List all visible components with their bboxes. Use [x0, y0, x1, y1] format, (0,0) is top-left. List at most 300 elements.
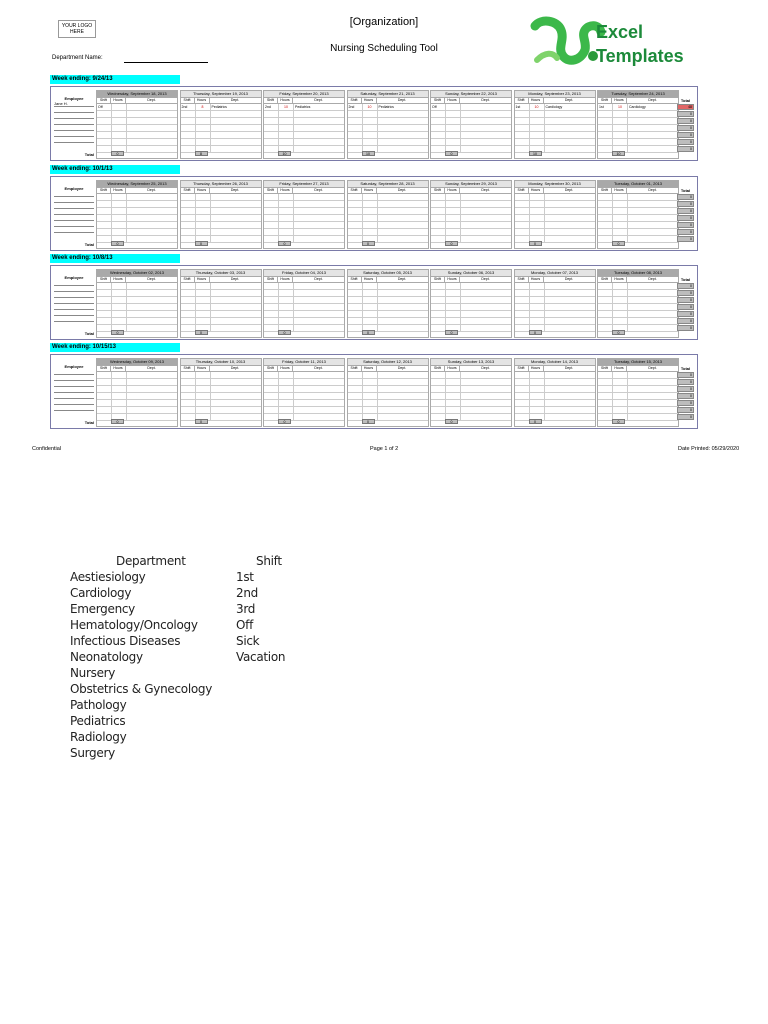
hours-cell[interactable]: [196, 215, 211, 221]
hours-cell[interactable]: 10: [363, 104, 378, 110]
dept-cell[interactable]: [127, 236, 177, 242]
hours-cell[interactable]: [279, 111, 294, 117]
shift-cell[interactable]: [515, 146, 530, 152]
shift-cell[interactable]: [598, 215, 613, 221]
hours-cell[interactable]: [112, 118, 127, 124]
hours-cell[interactable]: [112, 318, 127, 324]
hours-cell[interactable]: [613, 194, 628, 200]
shift-cell[interactable]: [431, 290, 446, 296]
shift-cell[interactable]: [264, 407, 279, 413]
dept-cell[interactable]: [127, 400, 177, 406]
shift-cell[interactable]: [264, 297, 279, 303]
hours-cell[interactable]: [530, 194, 545, 200]
hours-cell[interactable]: [530, 290, 545, 296]
hours-cell[interactable]: [279, 393, 294, 399]
shift-cell[interactable]: [515, 400, 530, 406]
shift-cell[interactable]: [431, 393, 446, 399]
dept-cell[interactable]: [378, 139, 428, 145]
shift-cell[interactable]: [431, 400, 446, 406]
hours-cell[interactable]: [279, 229, 294, 235]
hours-cell[interactable]: [279, 318, 294, 324]
hours-cell[interactable]: [363, 297, 378, 303]
shift-cell[interactable]: [348, 229, 363, 235]
hours-cell[interactable]: [196, 229, 211, 235]
dept-cell[interactable]: [294, 215, 344, 221]
hours-cell[interactable]: [112, 125, 127, 131]
shift-cell[interactable]: [97, 222, 112, 228]
hours-cell[interactable]: [363, 379, 378, 385]
dept-cell[interactable]: [628, 311, 678, 317]
dept-cell[interactable]: [211, 297, 261, 303]
dept-cell[interactable]: [294, 318, 344, 324]
dept-cell[interactable]: Pediatrics: [295, 105, 311, 109]
dept-cell[interactable]: [294, 372, 344, 378]
shift-cell[interactable]: [431, 304, 446, 310]
dept-cell[interactable]: [628, 393, 678, 399]
dept-cell[interactable]: [461, 297, 511, 303]
dept-cell[interactable]: [127, 132, 177, 138]
dept-cell[interactable]: [378, 290, 428, 296]
hours-cell[interactable]: [363, 304, 378, 310]
shift-cell[interactable]: [598, 283, 613, 289]
dept-cell[interactable]: [545, 407, 595, 413]
hours-cell[interactable]: [613, 215, 628, 221]
dept-cell[interactable]: [628, 297, 678, 303]
dept-cell[interactable]: [211, 393, 261, 399]
shift-cell[interactable]: [598, 311, 613, 317]
shift-cell[interactable]: [264, 318, 279, 324]
hours-cell[interactable]: [279, 379, 294, 385]
shift-cell[interactable]: [598, 325, 613, 331]
shift-cell[interactable]: [598, 132, 613, 138]
dept-cell[interactable]: [211, 208, 261, 214]
dept-cell[interactable]: [378, 125, 428, 131]
dept-cell[interactable]: [378, 118, 428, 124]
dept-cell[interactable]: [294, 290, 344, 296]
shift-cell[interactable]: [181, 311, 196, 317]
hours-cell[interactable]: [613, 400, 628, 406]
hours-cell[interactable]: [613, 283, 628, 289]
shift-cell[interactable]: [348, 118, 363, 124]
hours-cell[interactable]: 10: [613, 104, 628, 110]
shift-cell[interactable]: [431, 215, 446, 221]
dept-cell[interactable]: [628, 386, 678, 392]
shift-cell[interactable]: [431, 379, 446, 385]
dept-cell[interactable]: [378, 229, 428, 235]
hours-cell[interactable]: [530, 400, 545, 406]
dept-cell[interactable]: [127, 311, 177, 317]
dept-cell[interactable]: [628, 379, 678, 385]
hours-cell[interactable]: [446, 125, 461, 131]
dept-cell[interactable]: Pediatrics: [211, 105, 227, 109]
dept-cell[interactable]: [378, 236, 428, 242]
shift-cell[interactable]: [181, 111, 196, 117]
hours-cell[interactable]: [112, 290, 127, 296]
shift-cell[interactable]: [264, 111, 279, 117]
hours-cell[interactable]: [279, 194, 294, 200]
hours-cell[interactable]: [363, 208, 378, 214]
hours-cell[interactable]: 10: [279, 104, 294, 110]
shift-cell[interactable]: [181, 372, 196, 378]
shift-cell[interactable]: [181, 125, 196, 131]
hours-cell[interactable]: [196, 372, 211, 378]
dept-cell[interactable]: [127, 229, 177, 235]
shift-cell[interactable]: [598, 304, 613, 310]
hours-cell[interactable]: [446, 372, 461, 378]
shift-cell[interactable]: [97, 118, 112, 124]
hours-cell[interactable]: [112, 201, 127, 207]
shift-cell[interactable]: [181, 146, 196, 152]
shift-cell[interactable]: [264, 304, 279, 310]
dept-cell[interactable]: [628, 215, 678, 221]
shift-cell[interactable]: [598, 379, 613, 385]
hours-cell[interactable]: [613, 229, 628, 235]
hours-cell[interactable]: [112, 393, 127, 399]
shift-cell[interactable]: [264, 146, 279, 152]
dept-cell[interactable]: [628, 407, 678, 413]
shift-cell[interactable]: [264, 194, 279, 200]
shift-cell[interactable]: [598, 386, 613, 392]
hours-cell[interactable]: [196, 407, 211, 413]
shift-cell[interactable]: [97, 139, 112, 145]
hours-cell[interactable]: [196, 304, 211, 310]
dept-cell[interactable]: [211, 215, 261, 221]
shift-cell[interactable]: [515, 325, 530, 331]
shift-cell[interactable]: [348, 132, 363, 138]
shift-cell[interactable]: [515, 222, 530, 228]
hours-cell[interactable]: 10: [530, 104, 545, 110]
department-name-field[interactable]: [124, 62, 208, 63]
shift-cell[interactable]: [97, 379, 112, 385]
dept-cell[interactable]: [211, 290, 261, 296]
hours-cell[interactable]: [363, 201, 378, 207]
shift-cell[interactable]: [598, 414, 613, 420]
dept-cell[interactable]: [211, 325, 261, 331]
dept-cell[interactable]: [294, 201, 344, 207]
dept-cell[interactable]: [628, 414, 678, 420]
dept-cell[interactable]: [461, 125, 511, 131]
hours-cell[interactable]: [196, 297, 211, 303]
shift-cell[interactable]: [348, 146, 363, 152]
hours-cell[interactable]: [613, 118, 628, 124]
shift-cell[interactable]: [515, 386, 530, 392]
dept-cell[interactable]: [294, 379, 344, 385]
shift-cell[interactable]: [181, 318, 196, 324]
shift-cell[interactable]: [348, 125, 363, 131]
shift-cell[interactable]: [515, 290, 530, 296]
shift-cell[interactable]: [348, 290, 363, 296]
dept-cell[interactable]: [127, 201, 177, 207]
dept-cell[interactable]: [294, 311, 344, 317]
shift-cell[interactable]: [181, 379, 196, 385]
dept-cell[interactable]: [294, 393, 344, 399]
shift-cell[interactable]: [264, 132, 279, 138]
dept-cell[interactable]: [545, 229, 595, 235]
dept-cell[interactable]: [545, 139, 595, 145]
dept-cell[interactable]: [378, 379, 428, 385]
hours-cell[interactable]: [112, 379, 127, 385]
dept-cell[interactable]: [461, 304, 511, 310]
dept-cell[interactable]: [294, 139, 344, 145]
hours-cell[interactable]: [363, 111, 378, 117]
employee-name-cell[interactable]: Jane H.: [54, 101, 94, 107]
shift-cell[interactable]: [515, 118, 530, 124]
dept-cell[interactable]: [127, 118, 177, 124]
hours-cell[interactable]: [613, 208, 628, 214]
dept-cell[interactable]: [628, 208, 678, 214]
dept-cell[interactable]: [378, 304, 428, 310]
dept-cell[interactable]: [628, 318, 678, 324]
hours-cell[interactable]: [446, 229, 461, 235]
shift-cell[interactable]: [515, 201, 530, 207]
dept-cell[interactable]: [294, 297, 344, 303]
hours-cell[interactable]: [446, 111, 461, 117]
hours-cell[interactable]: [446, 104, 461, 110]
hours-cell[interactable]: [613, 318, 628, 324]
hours-cell[interactable]: [279, 283, 294, 289]
dept-cell[interactable]: [545, 111, 595, 117]
shift-cell[interactable]: [348, 379, 363, 385]
dept-cell[interactable]: [211, 139, 261, 145]
hours-cell[interactable]: [112, 304, 127, 310]
shift-cell[interactable]: 2nd: [264, 104, 279, 110]
dept-cell[interactable]: [378, 318, 428, 324]
hours-cell[interactable]: [196, 118, 211, 124]
shift-cell[interactable]: [431, 386, 446, 392]
hours-cell[interactable]: [279, 372, 294, 378]
shift-cell[interactable]: [598, 372, 613, 378]
dept-cell[interactable]: [294, 132, 344, 138]
shift-cell[interactable]: [97, 393, 112, 399]
hours-cell[interactable]: [363, 311, 378, 317]
hours-cell[interactable]: [112, 132, 127, 138]
shift-cell[interactable]: [181, 407, 196, 413]
dept-cell[interactable]: [461, 201, 511, 207]
shift-cell[interactable]: [181, 229, 196, 235]
shift-cell[interactable]: [515, 393, 530, 399]
hours-cell[interactable]: [279, 407, 294, 413]
dept-cell[interactable]: [545, 318, 595, 324]
dept-cell[interactable]: [294, 125, 344, 131]
shift-cell[interactable]: [348, 372, 363, 378]
dept-cell[interactable]: [628, 283, 678, 289]
dept-cell[interactable]: [294, 304, 344, 310]
employee-name-cell[interactable]: [54, 316, 94, 322]
shift-cell[interactable]: [515, 194, 530, 200]
shift-cell[interactable]: [598, 139, 613, 145]
employee-name-cell[interactable]: [54, 405, 94, 411]
hours-cell[interactable]: [279, 222, 294, 228]
shift-cell[interactable]: [598, 393, 613, 399]
hours-cell[interactable]: [530, 222, 545, 228]
shift-cell[interactable]: [264, 229, 279, 235]
shift-cell[interactable]: [431, 297, 446, 303]
hours-cell[interactable]: [446, 407, 461, 413]
shift-cell[interactable]: [97, 311, 112, 317]
shift-cell[interactable]: [348, 386, 363, 392]
dept-cell[interactable]: [211, 318, 261, 324]
dept-cell[interactable]: [211, 118, 261, 124]
dept-cell[interactable]: [461, 208, 511, 214]
hours-cell[interactable]: [196, 283, 211, 289]
dept-cell[interactable]: [628, 372, 678, 378]
shift-cell[interactable]: [431, 311, 446, 317]
hours-cell[interactable]: [363, 318, 378, 324]
dept-cell[interactable]: [127, 304, 177, 310]
shift-cell[interactable]: [181, 283, 196, 289]
hours-cell[interactable]: [613, 304, 628, 310]
shift-cell[interactable]: [598, 194, 613, 200]
shift-cell[interactable]: [181, 236, 196, 242]
shift-cell[interactable]: [431, 407, 446, 413]
shift-cell[interactable]: [598, 208, 613, 214]
dept-cell[interactable]: [211, 311, 261, 317]
shift-cell[interactable]: [97, 215, 112, 221]
employee-name-cell[interactable]: [54, 137, 94, 143]
hours-cell[interactable]: [196, 386, 211, 392]
dept-cell[interactable]: [628, 304, 678, 310]
shift-cell[interactable]: [431, 229, 446, 235]
hours-cell[interactable]: [196, 208, 211, 214]
dept-cell[interactable]: [628, 201, 678, 207]
hours-cell[interactable]: [613, 222, 628, 228]
shift-cell[interactable]: [181, 208, 196, 214]
shift-cell[interactable]: [598, 407, 613, 413]
dept-cell[interactable]: [545, 215, 595, 221]
dept-cell[interactable]: [461, 118, 511, 124]
dept-cell[interactable]: [461, 407, 511, 413]
dept-cell[interactable]: [628, 111, 678, 117]
hours-cell[interactable]: [446, 393, 461, 399]
dept-cell[interactable]: [127, 297, 177, 303]
shift-cell[interactable]: [515, 111, 530, 117]
dept-cell[interactable]: [545, 283, 595, 289]
hours-cell[interactable]: [530, 393, 545, 399]
hours-cell[interactable]: [446, 386, 461, 392]
hours-cell[interactable]: [112, 194, 127, 200]
hours-cell[interactable]: [530, 297, 545, 303]
dept-cell[interactable]: [211, 372, 261, 378]
hours-cell[interactable]: [446, 132, 461, 138]
shift-cell[interactable]: [431, 194, 446, 200]
shift-cell[interactable]: [97, 318, 112, 324]
dept-cell[interactable]: [378, 194, 428, 200]
hours-cell[interactable]: [279, 118, 294, 124]
dept-cell[interactable]: [127, 139, 177, 145]
hours-cell[interactable]: [363, 290, 378, 296]
shift-cell[interactable]: [264, 125, 279, 131]
shift-cell[interactable]: [431, 118, 446, 124]
dept-cell[interactable]: [628, 125, 678, 131]
dept-cell[interactable]: [378, 215, 428, 221]
shift-cell[interactable]: [264, 311, 279, 317]
dept-cell[interactable]: [378, 372, 428, 378]
dept-cell[interactable]: [461, 111, 511, 117]
hours-cell[interactable]: [196, 194, 211, 200]
shift-cell[interactable]: [97, 146, 112, 152]
dept-cell[interactable]: [211, 146, 261, 152]
shift-cell[interactable]: [264, 236, 279, 242]
dept-cell[interactable]: [127, 215, 177, 221]
shift-cell[interactable]: [181, 290, 196, 296]
shift-cell[interactable]: [598, 236, 613, 242]
dept-cell[interactable]: [378, 414, 428, 420]
shift-cell[interactable]: [264, 290, 279, 296]
shift-cell[interactable]: [97, 297, 112, 303]
hours-cell[interactable]: [196, 222, 211, 228]
dept-cell[interactable]: [378, 311, 428, 317]
shift-cell[interactable]: 1st: [598, 104, 613, 110]
shift-cell[interactable]: [515, 297, 530, 303]
dept-cell[interactable]: [628, 290, 678, 296]
hours-cell[interactable]: [112, 215, 127, 221]
dept-cell[interactable]: [461, 318, 511, 324]
dept-cell[interactable]: [127, 386, 177, 392]
dept-cell[interactable]: [545, 236, 595, 242]
dept-cell[interactable]: [461, 229, 511, 235]
hours-cell[interactable]: [446, 283, 461, 289]
shift-cell[interactable]: [97, 407, 112, 413]
dept-cell[interactable]: [294, 208, 344, 214]
hours-cell[interactable]: [530, 125, 545, 131]
shift-cell[interactable]: [515, 139, 530, 145]
hours-cell[interactable]: [279, 132, 294, 138]
shift-cell[interactable]: [264, 414, 279, 420]
hours-cell[interactable]: [279, 297, 294, 303]
dept-cell[interactable]: [211, 132, 261, 138]
shift-cell[interactable]: [264, 386, 279, 392]
dept-cell[interactable]: [461, 194, 511, 200]
hours-cell[interactable]: [279, 139, 294, 145]
dept-cell[interactable]: [127, 194, 177, 200]
shift-cell[interactable]: [97, 325, 112, 331]
shift-cell[interactable]: [431, 201, 446, 207]
hours-cell[interactable]: 8: [196, 104, 211, 110]
shift-cell[interactable]: [181, 201, 196, 207]
shift-cell[interactable]: [181, 132, 196, 138]
dept-cell[interactable]: [461, 146, 511, 152]
shift-cell[interactable]: [598, 222, 613, 228]
shift-cell[interactable]: [97, 386, 112, 392]
shift-cell[interactable]: [598, 297, 613, 303]
dept-cell[interactable]: [127, 146, 177, 152]
dept-cell[interactable]: [545, 222, 595, 228]
dept-cell[interactable]: [378, 146, 428, 152]
hours-cell[interactable]: [196, 125, 211, 131]
shift-cell[interactable]: [97, 283, 112, 289]
dept-cell[interactable]: [461, 325, 511, 331]
shift-cell[interactable]: [97, 194, 112, 200]
shift-cell[interactable]: [348, 393, 363, 399]
dept-cell[interactable]: [545, 297, 595, 303]
shift-cell[interactable]: [181, 414, 196, 420]
dept-cell[interactable]: [545, 290, 595, 296]
hours-cell[interactable]: [530, 229, 545, 235]
dept-cell[interactable]: [127, 125, 177, 131]
hours-cell[interactable]: [363, 125, 378, 131]
hours-cell[interactable]: [613, 297, 628, 303]
shift-cell[interactable]: [348, 222, 363, 228]
hours-cell[interactable]: [446, 118, 461, 124]
dept-cell[interactable]: [461, 236, 511, 242]
dept-cell[interactable]: [545, 393, 595, 399]
shift-cell[interactable]: [97, 290, 112, 296]
hours-cell[interactable]: [446, 215, 461, 221]
dept-cell[interactable]: [628, 236, 678, 242]
hours-cell[interactable]: [279, 311, 294, 317]
shift-cell[interactable]: [264, 325, 279, 331]
shift-cell[interactable]: [598, 111, 613, 117]
